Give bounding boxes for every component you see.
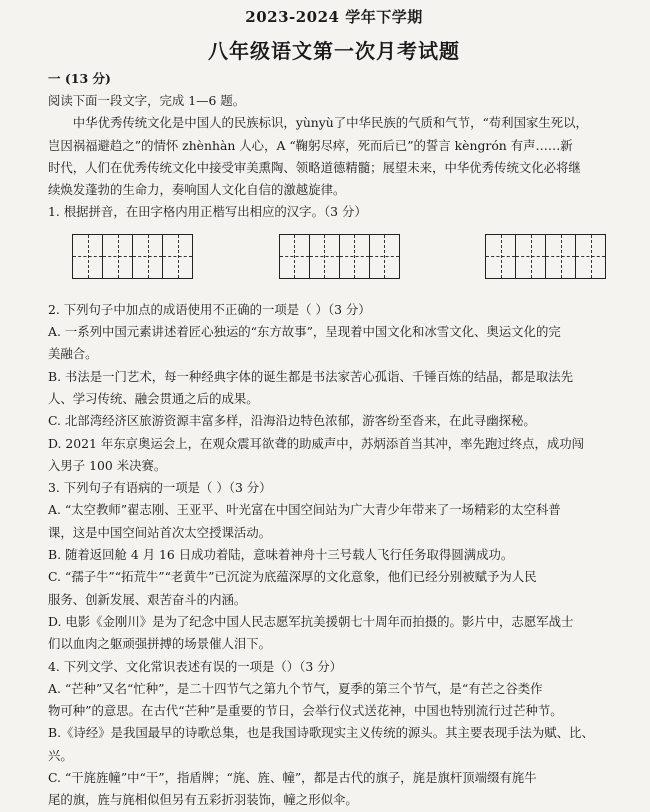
question-2-stem: 2. 下列句子中加点的成语使用不正确的一项是（ ）（3 分） [48, 301, 371, 317]
school-year-heading: 2023-2024 学年下学期 [245, 8, 423, 26]
tian-grid-cell[interactable] [340, 235, 370, 278]
tian-grid-cell[interactable] [516, 235, 546, 278]
tian-grid-group-1[interactable] [72, 234, 193, 279]
question-3-line: 服务、创新发展、艰苦奋斗的内涵。 [48, 591, 247, 607]
tian-grid-cell[interactable] [280, 235, 310, 278]
tian-grid-cell[interactable] [486, 235, 516, 278]
question-4-stem: 4. 下列文学、文化常识表述有误的一项是（）（3 分） [48, 658, 342, 674]
question-4 [48, 656, 620, 812]
question-3-line: A. “太空教师”翟志刚、王亚平、叶光富在中国空间站为广大青少年带来了一场精彩的太空科普 [48, 502, 561, 518]
section-instruction: 阅读下面一段文字，完成 1—6 题。 [48, 93, 246, 108]
tian-grid-cell[interactable] [133, 235, 163, 278]
tian-grid-group-2[interactable] [279, 234, 400, 279]
question-3-line: B. 随着返回舱 4 月 16 日成功着陆，意味着神舟十三号载人飞行任务取得圆满成功。 [48, 547, 514, 563]
tian-grid-cell[interactable] [576, 235, 605, 278]
question-4-line: C. “干旄旌幢”中“干”，指盾牌；“旄、旌、幢”，都是古代的旗子，旄是旗杆顶端缀有旄牛 [48, 770, 537, 786]
question-3 [48, 477, 620, 655]
passage-line: 续焕发蓬勃的生命力，奏响国人文化自信的激越旋律。 [48, 182, 346, 198]
passage-line: 时代，人们在优秀传统文化中接受审美熏陶、领略道德精髓；展望未来，中华优秀传统文化必将继 [48, 159, 581, 175]
section-heading: 一 (13 分) [48, 71, 111, 86]
tian-grid-cell[interactable] [73, 235, 103, 278]
question-2-line: 人、学习传统、融会贯通之后的成果。 [48, 390, 259, 406]
question-3-line: C. “孺子牛”“拓荒牛”“老黄牛”已沉淀为底蕴深厚的文化意象，他们已经分别被赋予为人民 [48, 569, 537, 585]
question-4-line: 兴。 [48, 747, 73, 763]
question-4-line: A. “芒种”又名“忙种”，是二十四节气之第九个节气，夏季的第三个节气，是“有芒之谷类作 [48, 680, 543, 696]
question-2-line: 美融合。 [48, 346, 98, 362]
tian-grid-cell[interactable] [163, 235, 192, 278]
question-2-line: D. 2021 年东京奥运会上，在观众震耳欲聋的助威声中，苏炳添首当其冲，率先跑过终点，成功闯 [48, 435, 585, 451]
question-1 [48, 201, 620, 278]
question-3-line: D. 电影《金刚川》是为了纪念中国人民志愿军抗美援朝七十周年而拍摄的。影片中，志愿军战士 [48, 613, 574, 629]
question-3-line: 们以血肉之躯顽强拼搏的场景催人泪下。 [48, 636, 272, 652]
exam-title: 八年级语文第一次月考试题 [208, 39, 460, 63]
tian-grid-cell[interactable] [310, 235, 340, 278]
tian-grid-cell[interactable] [370, 235, 399, 278]
question-4-line: 尾的旗，旌与旄相似但另有五彩折羽装饰，幢之形似伞。 [48, 792, 358, 808]
tian-grid-cell[interactable] [103, 235, 133, 278]
question-2-line: C. 北部湾经济区旅游资源丰富多样，沿海沿边特色浓郁，游客纷至沓来，在此寻幽探秘。 [48, 413, 536, 429]
question-2 [48, 299, 620, 477]
question-2-line: 入男子 100 米决赛。 [48, 457, 167, 473]
question-3-line: 课，这是中国空间站首次太空授课活动。 [48, 524, 272, 540]
question-4-line: B.《诗经》是我国最早的诗歌总集，也是我国诗歌现实主义传统的源头。其主要表现手法为赋、比、 [48, 725, 594, 741]
passage-line: 岂因祸福避趋之”的情怀 zhènhàn 人心，A “鞠躬尽瘁，死而后已”的誓言 kèngrón 有声……新 [48, 137, 573, 153]
question-2-line: B. 书法是一门艺术，每一种经典字体的诞生都是书法家苦心孤诣、千锤百炼的结晶，都是取法先 [48, 368, 573, 384]
section-one [48, 68, 620, 201]
question-2-line: A. 一系列中国元素讲述着匠心独运的“东方故事”，呈现着中国文化和冰雪文化、奥运文化的完 [48, 324, 561, 340]
tian-grid-row [72, 234, 606, 279]
passage-line: 中华优秀传统文化是中国人的民族标识，yùnyù了中华民族的气质和气节，“苟利国家生死以， [72, 115, 588, 131]
tian-grid-cell[interactable] [546, 235, 576, 278]
question-4-line: 物可种”的意思。在古代“芒种”是重要的节日，会举行仪式送花神，中国也特别流行过芒种节。 [48, 703, 563, 719]
tian-grid-group-3[interactable] [485, 234, 606, 279]
question-3-stem: 3. 下列句子有语病的一项是（ ）（3 分） [48, 480, 272, 496]
question-1-stem: 1. 根据拼音，在田字格内用正楷写出相应的汉字。（3 分） [48, 204, 367, 220]
